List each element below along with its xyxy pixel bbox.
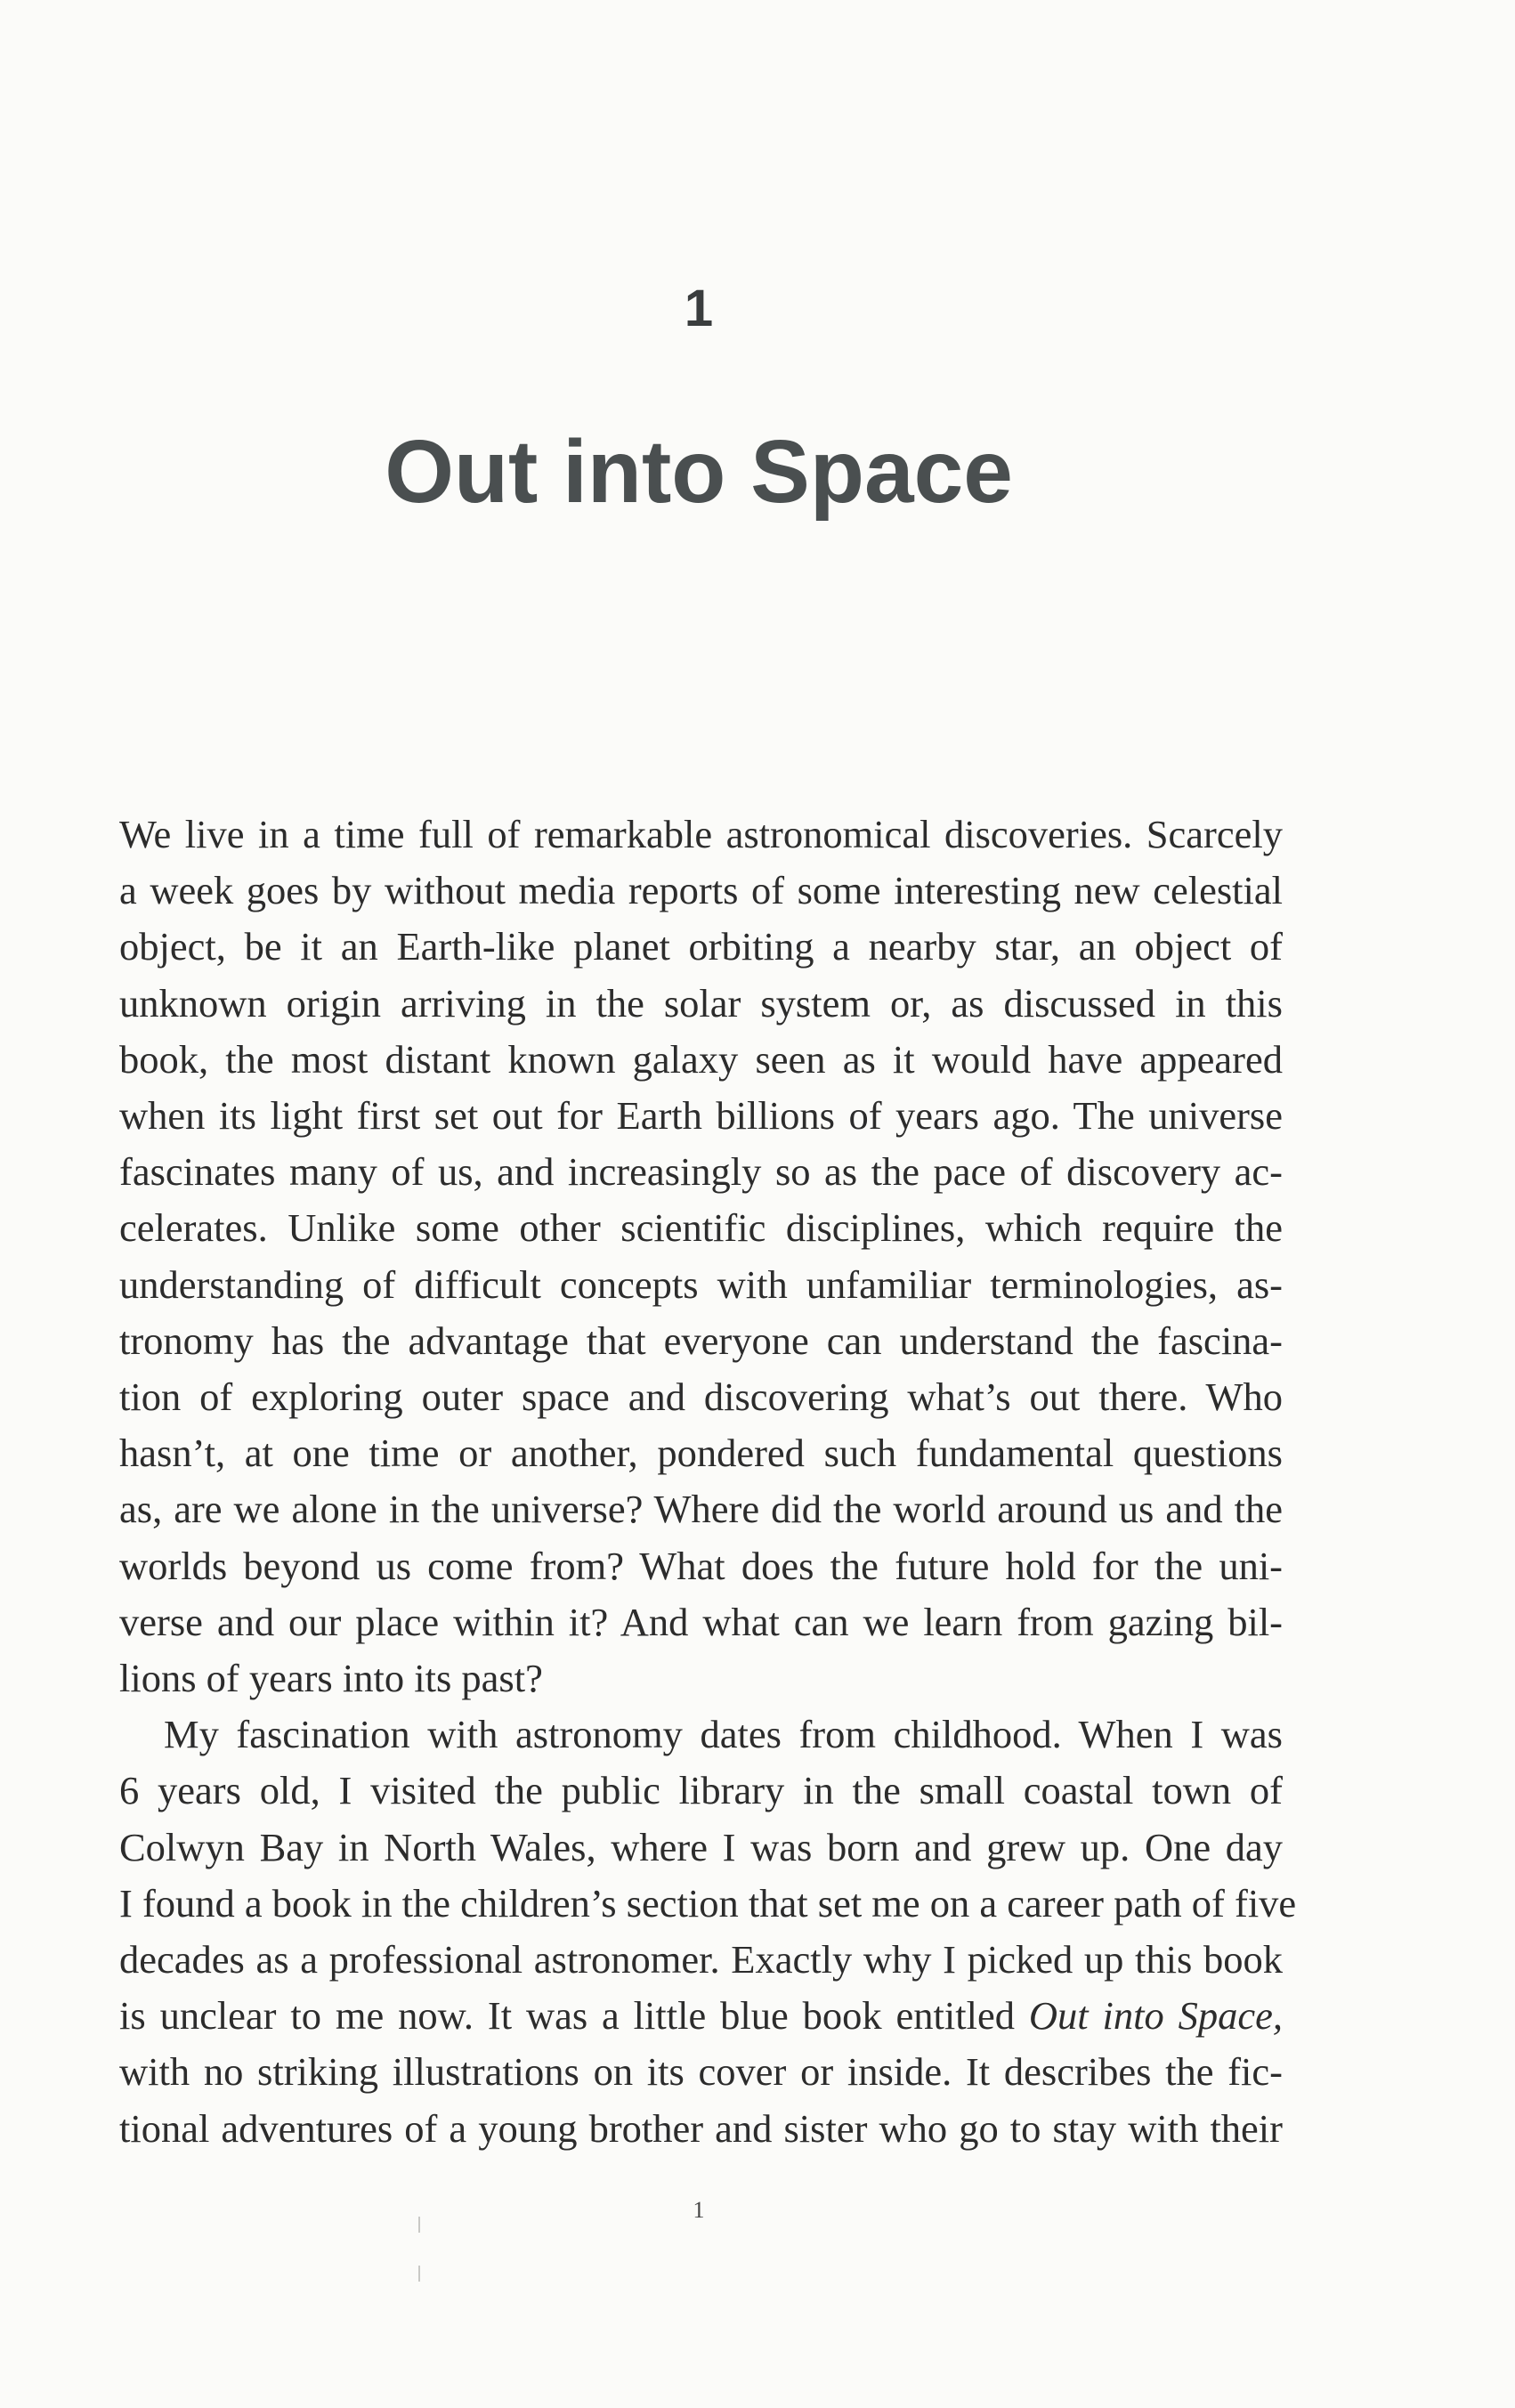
text-line-with-title <box>119 1988 1283 2044</box>
body-text <box>119 807 1297 2157</box>
text-line: lions of years into its past? <box>119 1656 543 1701</box>
scan-artifact <box>418 2217 420 2233</box>
text-line: fascinates many of us, and increasingly so as the pace of discovery ac- <box>119 1149 1283 1195</box>
book-title-italic: Out into Space, <box>1028 1993 1283 2039</box>
text-line: worlds beyond us come from? What does the future hold for the uni- <box>119 1543 1283 1588</box>
paragraph-1 <box>119 807 1283 1707</box>
text-line: object, be it an Earth-like planet orbiting a nearby star, an object of <box>119 924 1283 969</box>
chapter-number: 1 <box>684 280 714 337</box>
text-line: Colwyn Bay in North Wales, where I was born and grew up. One day <box>119 1824 1283 1869</box>
text-line: understanding of difficult concepts with unfamiliar terminologies, as- <box>119 1261 1283 1307</box>
text-line: when its light first set out for Earth billions of years ago. The universe <box>119 1093 1283 1139</box>
text-line: decades as a professional astronomer. Exactly why I picked up this book <box>119 1937 1283 1982</box>
text-line: book, the most distant known galaxy seen as it would have appeared <box>119 1036 1283 1082</box>
text-line: We live in a time full of remarkable astronomical discoveries. Scarcely <box>119 812 1283 856</box>
text-line: tional adventures of a young brother and sister who go to stay with their <box>119 2105 1283 2151</box>
chapter-title: Out into Space <box>385 422 1013 522</box>
text-line: I found a book in the children’s section that set me on a career path of five <box>119 1880 1297 1926</box>
text-line: tion of exploring outer space and discovering what’s out there. Who <box>119 1374 1283 1420</box>
text-line: unknown origin arriving in the solar system or, as discussed in this <box>119 980 1283 1026</box>
text-line: as, are we alone in the universe? Where did the world around us and the <box>119 1487 1283 1532</box>
text-line: with no striking illustrations on its cover or inside. It describes the fic- <box>119 2049 1283 2095</box>
text-line: My fascination with astronomy dates from childhood. When I was <box>164 1712 1283 1757</box>
text-line: 6 years old, I visited the public library in the small coastal town of <box>119 1768 1283 1813</box>
text-line: hasn’t, at one time or another, pondered such fundamental questions <box>119 1431 1283 1476</box>
paragraph-2 <box>119 1707 1297 2157</box>
text-line: verse and our place within it? And what can we learn from gazing bil- <box>119 1599 1283 1644</box>
text-line: tronomy has the advantage that everyone can understand the fascina- <box>119 1318 1283 1363</box>
page-number: 1 <box>693 2197 705 2223</box>
text-segment: is unclear to me now. It was a little blue book entitled <box>119 1993 1029 2039</box>
text-line: celerates. Unlike some other scientific disciplines, which require the <box>119 1205 1283 1251</box>
text-line: a week goes by without media reports of some interesting new celestial <box>119 868 1283 913</box>
scan-artifact <box>418 2266 420 2282</box>
